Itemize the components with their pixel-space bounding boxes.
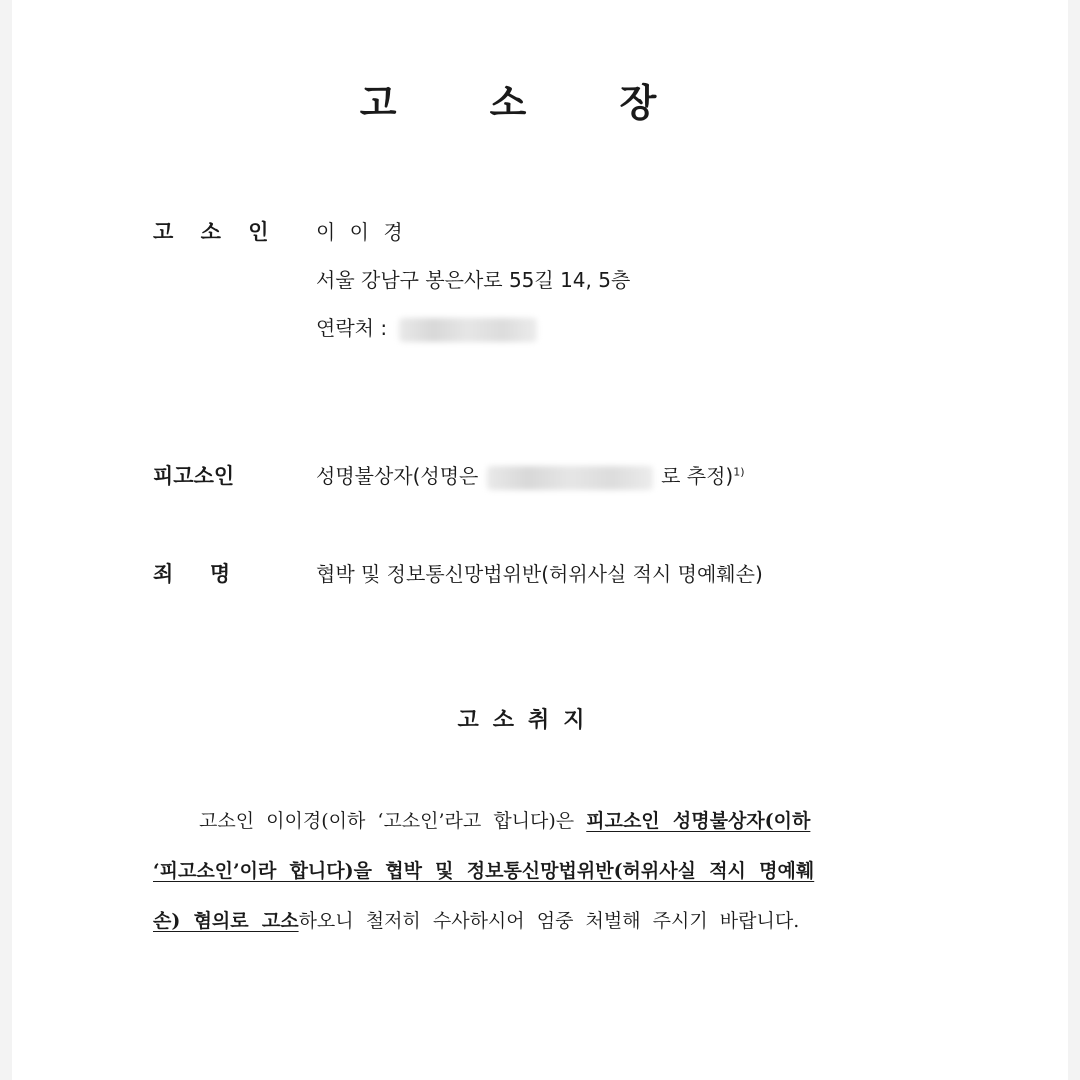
purpose-line-1-plain: 고소인 이이경(이하 ‘고소인’라고 합니다)은 <box>199 810 587 832</box>
document-title: 고 소 장 <box>359 80 697 125</box>
purpose-line-3-bold: 손) 혐의로 고소 <box>153 910 299 932</box>
purpose-line-2 <box>153 856 814 883</box>
contact-label: 연락처 : <box>316 316 388 340</box>
redacted-contact <box>399 318 537 342</box>
accused-suffix: 로 추정) <box>661 464 734 488</box>
section-title-purpose: 고소취지 <box>457 708 599 733</box>
purpose-line-3 <box>153 906 799 933</box>
redacted-name <box>487 466 653 490</box>
purpose-line-3-plain: 하오니 철저히 수사하시어 엄중 처벌해 주시기 바랍니다. <box>298 910 800 932</box>
charge-value: 협박 및 정보통신망법위반(허위사실 적시 명예훼손) <box>316 562 763 586</box>
charge-label: 죄 명 <box>153 562 231 586</box>
complainant-name: 이 이 경 <box>316 220 407 244</box>
footnote-marker: 1) <box>733 465 745 479</box>
complainant-label: 고 소 인 <box>153 220 279 244</box>
accused-value <box>316 460 745 490</box>
purpose-line-2-bold: ‘피고소인’이라 합니다)을 협박 및 정보통신망법위반(허위사실 적시 명예훼 <box>153 860 815 882</box>
purpose-line-1-bold: 피고소인 성명불상자(이하 <box>586 810 811 832</box>
accused-label: 피고소인 <box>153 464 235 488</box>
complainant-address: 서울 강남구 봉은사로 55길 14, 5층 <box>316 268 631 292</box>
accused-prefix: 성명불상자(성명은 <box>316 464 479 488</box>
complainant-contact <box>316 312 537 342</box>
purpose-line-1 <box>199 806 810 833</box>
